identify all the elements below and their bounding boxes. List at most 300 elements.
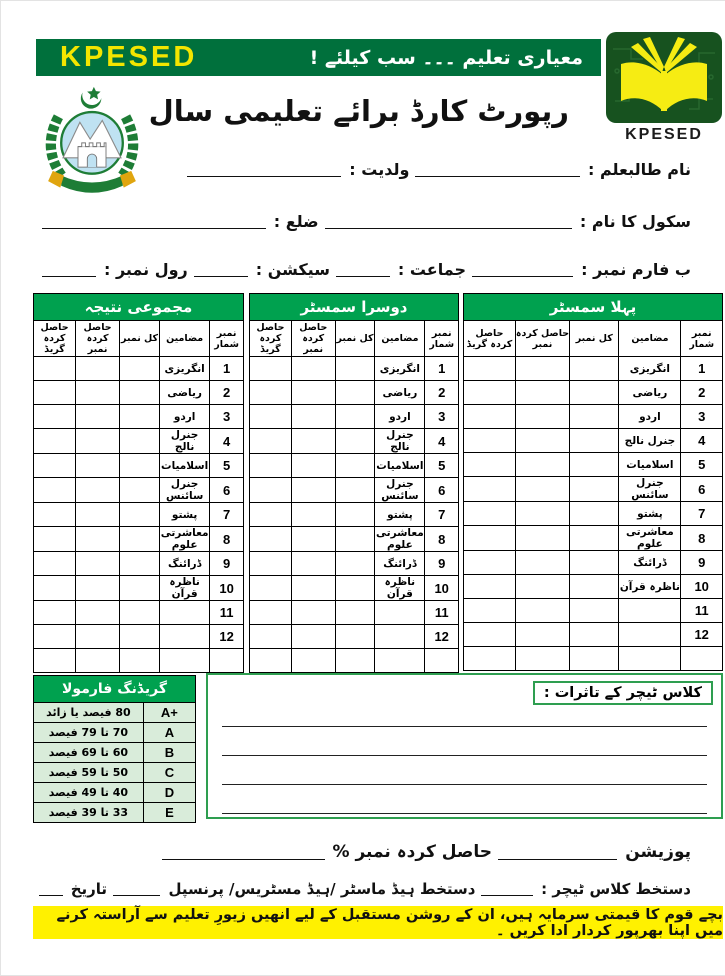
column-header: مضامین <box>375 321 425 357</box>
marks-cell[interactable] <box>76 429 120 454</box>
marks-cell[interactable] <box>515 429 569 453</box>
marks-cell[interactable] <box>515 623 569 647</box>
subject-name: جنرل نالج <box>160 429 210 454</box>
government-crest-icon <box>36 81 148 201</box>
grade-range: 60 تا 69 فیصد <box>34 743 144 763</box>
marks-cell[interactable] <box>34 429 76 454</box>
marks-cell[interactable] <box>570 381 619 405</box>
marks-cell[interactable] <box>570 405 619 429</box>
column-header: مضامین <box>160 321 210 357</box>
marks-cell[interactable] <box>210 649 244 673</box>
marks-cell[interactable] <box>250 454 292 478</box>
column-header: نمبر شمار <box>425 321 459 357</box>
row-number: 12 <box>681 623 723 647</box>
marks-cell[interactable] <box>76 649 120 673</box>
marks-cell[interactable] <box>76 478 120 503</box>
row-number: 7 <box>681 502 723 526</box>
row-number: 5 <box>681 453 723 477</box>
marks-row <box>464 647 723 671</box>
row-number: 3 <box>210 405 244 429</box>
marks-row <box>34 357 244 381</box>
marks-cell[interactable] <box>76 527 120 552</box>
row-number: 9 <box>210 552 244 576</box>
marks-cell[interactable] <box>335 576 375 601</box>
marks-cell[interactable] <box>515 575 569 599</box>
marks-cell[interactable] <box>464 381 516 405</box>
teacher-signature-field[interactable] <box>481 877 533 896</box>
head-signature-field[interactable] <box>113 877 160 896</box>
marks-cell[interactable] <box>76 381 120 405</box>
marks-row <box>464 453 723 477</box>
marks-cell[interactable] <box>250 381 292 405</box>
marks-cell[interactable] <box>34 601 76 625</box>
subject-name: معاشرتی علوم <box>376 527 424 551</box>
marks-cell[interactable] <box>120 527 160 552</box>
marks-cell[interactable] <box>335 649 375 673</box>
marks-cell[interactable] <box>34 552 76 576</box>
marks-row <box>34 552 244 576</box>
subject-name: پشتو <box>160 503 210 527</box>
marks-cell[interactable] <box>34 454 76 478</box>
head-signature-label: دستخط ہیڈ ماسٹر /ہیڈ مسٹریس/ پرنسپل <box>168 880 476 898</box>
marks-cell[interactable] <box>34 527 76 552</box>
marks-row <box>250 503 459 527</box>
signature-row <box>33 877 691 898</box>
marks-cell[interactable] <box>335 503 375 527</box>
marks-cell[interactable] <box>291 478 335 503</box>
father-name-field[interactable] <box>187 157 341 177</box>
marks-row <box>250 649 459 673</box>
grade-letter: B <box>143 743 195 763</box>
marks-cell[interactable] <box>76 503 120 527</box>
marks-cell[interactable] <box>120 649 160 673</box>
column-header: حاصل کردہ نمبر <box>76 321 120 357</box>
marks-row <box>464 575 723 599</box>
marks-cell[interactable] <box>515 405 569 429</box>
report-title: رپورٹ کارڈ برائے تعلیمی سال <box>148 94 569 128</box>
marks-cell[interactable] <box>335 527 375 552</box>
subject-name: اسلامیات <box>619 453 681 477</box>
marks-cell[interactable] <box>34 478 76 503</box>
marks-cell[interactable] <box>335 625 375 649</box>
row-number: 10 <box>681 575 723 599</box>
marks-cell[interactable] <box>34 357 76 381</box>
marks-cell[interactable] <box>570 526 619 551</box>
marks-cell[interactable] <box>250 649 292 673</box>
marks-cell[interactable] <box>250 625 292 649</box>
row-number: 3 <box>681 405 723 429</box>
subject-name: جنرل نالج <box>375 429 425 454</box>
marks-cell[interactable] <box>34 649 76 673</box>
subject-name: ناظرہ قرآن <box>160 576 210 601</box>
marks-row <box>34 649 244 673</box>
subject-name: اردو <box>375 405 425 429</box>
column-header: حاصل کردہ گریڈ <box>250 321 292 357</box>
second-semester-title: دوسرا سمسٹر <box>249 293 459 320</box>
row-number: 5 <box>425 454 459 478</box>
marks-cell[interactable] <box>464 405 516 429</box>
marks-cell[interactable] <box>515 526 569 551</box>
marks-row <box>464 429 723 453</box>
column-header: کل نمبر <box>335 321 375 357</box>
subject-name <box>375 625 425 649</box>
roll-number-field[interactable] <box>42 257 96 277</box>
marks-cell[interactable] <box>464 477 516 502</box>
grade-range: 80 فیصد یا زائد <box>34 703 144 723</box>
column-header: کل نمبر <box>120 321 160 357</box>
row-number: 9 <box>681 551 723 575</box>
teacher-signature-label: دستخط کلاس ٹیچر : <box>541 880 691 898</box>
row-number: 4 <box>210 429 244 454</box>
marks-row <box>464 526 723 551</box>
marks-cell[interactable] <box>335 429 375 454</box>
subject-name: اردو <box>619 405 681 429</box>
marks-cell[interactable] <box>375 649 425 673</box>
marks-row <box>34 503 244 527</box>
date-field[interactable] <box>39 877 63 896</box>
row-number: 8 <box>210 527 244 552</box>
subject-name: ریاضی <box>375 381 425 405</box>
marks-cell[interactable] <box>515 477 569 502</box>
marks-row <box>250 381 459 405</box>
marks-cell[interactable] <box>34 576 76 601</box>
row-number: 2 <box>425 381 459 405</box>
marks-cell[interactable] <box>120 357 160 381</box>
grading-row <box>34 803 196 823</box>
marks-cell[interactable] <box>120 454 160 478</box>
grade-range: 50 تا 59 فیصد <box>34 763 144 783</box>
row-number: 9 <box>425 552 459 576</box>
position-row <box>156 839 691 862</box>
row-number: 6 <box>210 478 244 503</box>
subject-name: معاشرتی علوم <box>160 527 209 551</box>
header-slogan: معیاری تعلیم ۔۔۔ سب کیلئے ! <box>309 46 583 69</box>
section-field[interactable] <box>194 257 248 277</box>
marks-row <box>250 552 459 576</box>
column-header: مضامین <box>619 321 681 357</box>
row-number: 2 <box>210 381 244 405</box>
marks-cell[interactable] <box>291 381 335 405</box>
column-header: نمبر شمار <box>681 321 723 357</box>
marks-row <box>250 454 459 478</box>
brand-text: KPESED <box>60 41 198 73</box>
student-name-field[interactable] <box>415 157 580 177</box>
subject-name: جنرل نالج <box>619 429 681 453</box>
subject-name: اردو <box>160 405 210 429</box>
marks-cell[interactable] <box>570 647 619 671</box>
marks-cell[interactable] <box>570 453 619 477</box>
marks-cell[interactable] <box>291 625 335 649</box>
marks-cell[interactable] <box>120 405 160 429</box>
marks-cell[interactable] <box>570 429 619 453</box>
subject-name <box>160 601 210 625</box>
marks-row <box>250 478 459 503</box>
marks-cell[interactable] <box>160 649 210 673</box>
marks-cell[interactable] <box>464 647 516 671</box>
marks-cell[interactable] <box>515 357 569 381</box>
bform-row <box>36 257 691 279</box>
marks-cell[interactable] <box>515 453 569 477</box>
row-number: 8 <box>425 527 459 552</box>
marks-cell[interactable] <box>250 576 292 601</box>
footer-quote: بچے قوم کا قیمتی سرمایہ ہیں، ان کے روشن مستقبل کے لیے انھیں زیورِ تعلیم سے آراستہ کرنے میں اپنا بھرپور کردار ادا کریں ۔ <box>56 906 723 939</box>
marks-cell[interactable] <box>515 502 569 526</box>
marks-cell[interactable] <box>291 454 335 478</box>
column-header: حاصل کردہ گریڈ <box>34 321 76 357</box>
marks-cell[interactable] <box>570 623 619 647</box>
district-label: ضلع : <box>273 212 319 232</box>
obtained-percent-label: حاصل کردہ نمبر % <box>332 842 492 863</box>
marks-cell[interactable] <box>34 381 76 405</box>
father-name-label: ولدیت : <box>349 160 410 180</box>
marks-cell[interactable] <box>570 599 619 623</box>
school-row <box>36 209 691 231</box>
marks-cell[interactable] <box>515 599 569 623</box>
subject-name <box>375 601 425 625</box>
marks-cell[interactable] <box>619 647 681 671</box>
remarks-line[interactable] <box>222 785 707 814</box>
marks-cell[interactable] <box>76 576 120 601</box>
teacher-remarks-label: کلاس ٹیچر کے تاثرات : <box>533 681 713 705</box>
column-header: کل نمبر <box>570 321 619 357</box>
marks-cell[interactable] <box>120 625 160 649</box>
marks-cell[interactable] <box>250 429 292 454</box>
section-label: سیکشن : <box>255 260 330 280</box>
marks-cell[interactable] <box>34 503 76 527</box>
row-number: 11 <box>681 599 723 623</box>
grading-rows <box>34 703 196 823</box>
grading-row <box>34 743 196 763</box>
row-number: 10 <box>425 576 459 601</box>
row-number: 10 <box>210 576 244 601</box>
marks-row <box>34 625 244 649</box>
marks-cell[interactable] <box>120 429 160 454</box>
date-label: تاریخ <box>70 880 108 898</box>
header-banner <box>36 39 601 76</box>
marks-row <box>34 405 244 429</box>
marks-cell[interactable] <box>335 357 375 381</box>
grade-range: 40 تا 49 فیصد <box>34 783 144 803</box>
position-label: پوزیشن <box>625 842 691 863</box>
marks-cell[interactable] <box>570 357 619 381</box>
column-header: حاصل کردہ نمبر <box>515 321 569 357</box>
subject-name: ڈرائنگ <box>160 552 210 576</box>
footer-quote-bar <box>33 906 723 939</box>
marks-row <box>464 357 723 381</box>
marks-cell[interactable] <box>76 601 120 625</box>
grading-formula-title: گریڈنگ فارمولا <box>33 675 196 702</box>
row-number: 1 <box>425 357 459 381</box>
subject-name: ناظرہ قرآن <box>375 576 425 601</box>
marks-cell[interactable] <box>34 625 76 649</box>
marks-cell[interactable] <box>120 478 160 503</box>
roll-number-label: رول نمبر : <box>103 260 188 280</box>
marks-cell[interactable] <box>291 503 335 527</box>
marks-row <box>34 527 244 552</box>
row-number: 7 <box>210 503 244 527</box>
marks-cell[interactable] <box>291 527 335 552</box>
marks-cell[interactable] <box>681 647 723 671</box>
marks-row <box>34 478 244 503</box>
marks-cell[interactable] <box>250 405 292 429</box>
marks-cell[interactable] <box>250 357 292 381</box>
subject-name <box>619 599 681 623</box>
marks-cell[interactable] <box>515 647 569 671</box>
grade-range: 33 تا 39 فیصد <box>34 803 144 823</box>
marks-cell[interactable] <box>120 503 160 527</box>
marks-cell[interactable] <box>120 576 160 601</box>
marks-cell[interactable] <box>335 381 375 405</box>
district-field[interactable] <box>42 209 266 229</box>
marks-cell[interactable] <box>464 551 516 575</box>
marks-row <box>464 381 723 405</box>
marks-cell[interactable] <box>335 405 375 429</box>
grade-letter: C <box>143 763 195 783</box>
grade-letter: A <box>143 723 195 743</box>
marks-cell[interactable] <box>464 599 516 623</box>
column-header: حاصل کردہ گریڈ <box>464 321 516 357</box>
first-semester-title: پہلا سمسٹر <box>463 293 723 320</box>
row-number: 11 <box>425 601 459 625</box>
row-number: 4 <box>681 429 723 453</box>
grade-letter: E <box>143 803 195 823</box>
marks-cell[interactable] <box>76 625 120 649</box>
row-number: 7 <box>425 503 459 527</box>
marks-cell[interactable] <box>464 453 516 477</box>
row-number: 1 <box>210 357 244 381</box>
position-field[interactable] <box>498 839 617 860</box>
student-name-row <box>181 157 691 179</box>
class-field[interactable] <box>336 257 390 277</box>
row-number: 11 <box>210 601 244 625</box>
marks-cell[interactable] <box>291 601 335 625</box>
row-number: 6 <box>681 477 723 502</box>
marks-cell[interactable] <box>291 357 335 381</box>
marks-cell[interactable] <box>120 552 160 576</box>
marks-row <box>464 502 723 526</box>
marks-cell[interactable] <box>570 575 619 599</box>
marks-row <box>250 527 459 552</box>
marks-cell[interactable] <box>250 478 292 503</box>
subject-name: ریاضی <box>619 381 681 405</box>
row-number: 12 <box>210 625 244 649</box>
grading-row <box>34 703 196 723</box>
marks-cell[interactable] <box>291 405 335 429</box>
marks-cell[interactable] <box>335 454 375 478</box>
subject-name <box>160 625 210 649</box>
marks-cell[interactable] <box>291 429 335 454</box>
column-header: نمبر شمار <box>210 321 244 357</box>
marks-row <box>34 429 244 454</box>
second-semester-table <box>249 293 459 673</box>
row-number: 5 <box>210 454 244 478</box>
marks-cell[interactable] <box>425 649 459 673</box>
obtained-percent-field[interactable] <box>162 839 325 860</box>
remarks-line[interactable] <box>222 727 707 756</box>
marks-cell[interactable] <box>335 601 375 625</box>
marks-cell[interactable] <box>120 601 160 625</box>
marks-row <box>34 601 244 625</box>
marks-cell[interactable] <box>464 357 516 381</box>
bform-field[interactable] <box>472 257 573 277</box>
marks-cell[interactable] <box>291 649 335 673</box>
marks-cell[interactable] <box>570 477 619 502</box>
marks-cell[interactable] <box>291 576 335 601</box>
subject-name: انگریزی <box>375 357 425 381</box>
subject-name: معاشرتی علوم <box>619 526 681 551</box>
school-name-label: سکول کا نام : <box>579 212 691 232</box>
subject-name <box>619 623 681 647</box>
marks-cell[interactable] <box>335 552 375 576</box>
marks-cell[interactable] <box>570 551 619 575</box>
school-name-field[interactable] <box>325 209 572 229</box>
marks-cell[interactable] <box>250 552 292 576</box>
subject-name: ڈرائنگ <box>375 552 425 576</box>
marks-cell[interactable] <box>250 601 292 625</box>
subject-name: ناظرہ قرآن <box>619 575 681 599</box>
kpesed-book-icon <box>605 31 723 124</box>
marks-cell[interactable] <box>76 405 120 429</box>
marks-row <box>250 576 459 601</box>
row-number: 3 <box>425 405 459 429</box>
marks-row <box>250 601 459 625</box>
grade-letter: D <box>143 783 195 803</box>
marks-cell[interactable] <box>291 552 335 576</box>
row-number: 6 <box>425 478 459 503</box>
overall-result-table <box>33 293 244 673</box>
report-title-row <box>148 93 569 131</box>
first-semester-table <box>463 293 723 671</box>
row-number: 8 <box>681 526 723 551</box>
overall-result-title: مجموعی نتیجہ <box>33 293 244 320</box>
marks-cell[interactable] <box>464 623 516 647</box>
row-number: 4 <box>425 429 459 454</box>
marks-cell[interactable] <box>464 429 516 453</box>
subject-name: پشتو <box>375 503 425 527</box>
marks-cell[interactable] <box>464 502 516 526</box>
subject-name: پشتو <box>619 502 681 526</box>
subject-name: ریاضی <box>160 381 210 405</box>
marks-cell[interactable] <box>76 357 120 381</box>
marks-cell[interactable] <box>464 526 516 551</box>
marks-cell[interactable] <box>250 503 292 527</box>
marks-row <box>250 357 459 381</box>
marks-cell[interactable] <box>570 502 619 526</box>
grading-row <box>34 783 196 803</box>
marks-row <box>464 405 723 429</box>
marks-cell[interactable] <box>335 478 375 503</box>
marks-cell[interactable] <box>34 405 76 429</box>
marks-cell[interactable] <box>76 552 120 576</box>
subject-name: انگریزی <box>619 357 681 381</box>
row-number: 2 <box>681 381 723 405</box>
marks-row <box>250 429 459 454</box>
grade-range: 70 تا 79 فیصد <box>34 723 144 743</box>
marks-cell[interactable] <box>515 551 569 575</box>
marks-cell[interactable] <box>120 381 160 405</box>
row-number: 12 <box>425 625 459 649</box>
marks-row <box>464 477 723 502</box>
marks-cell[interactable] <box>76 454 120 478</box>
marks-row <box>34 454 244 478</box>
class-label: جماعت : <box>397 260 466 280</box>
subject-name: ڈرائنگ <box>619 551 681 575</box>
remarks-line[interactable] <box>222 756 707 785</box>
marks-cell[interactable] <box>250 527 292 552</box>
marks-cell[interactable] <box>464 575 516 599</box>
subject-name: اسلامیات <box>375 454 425 478</box>
marks-cell[interactable] <box>515 381 569 405</box>
